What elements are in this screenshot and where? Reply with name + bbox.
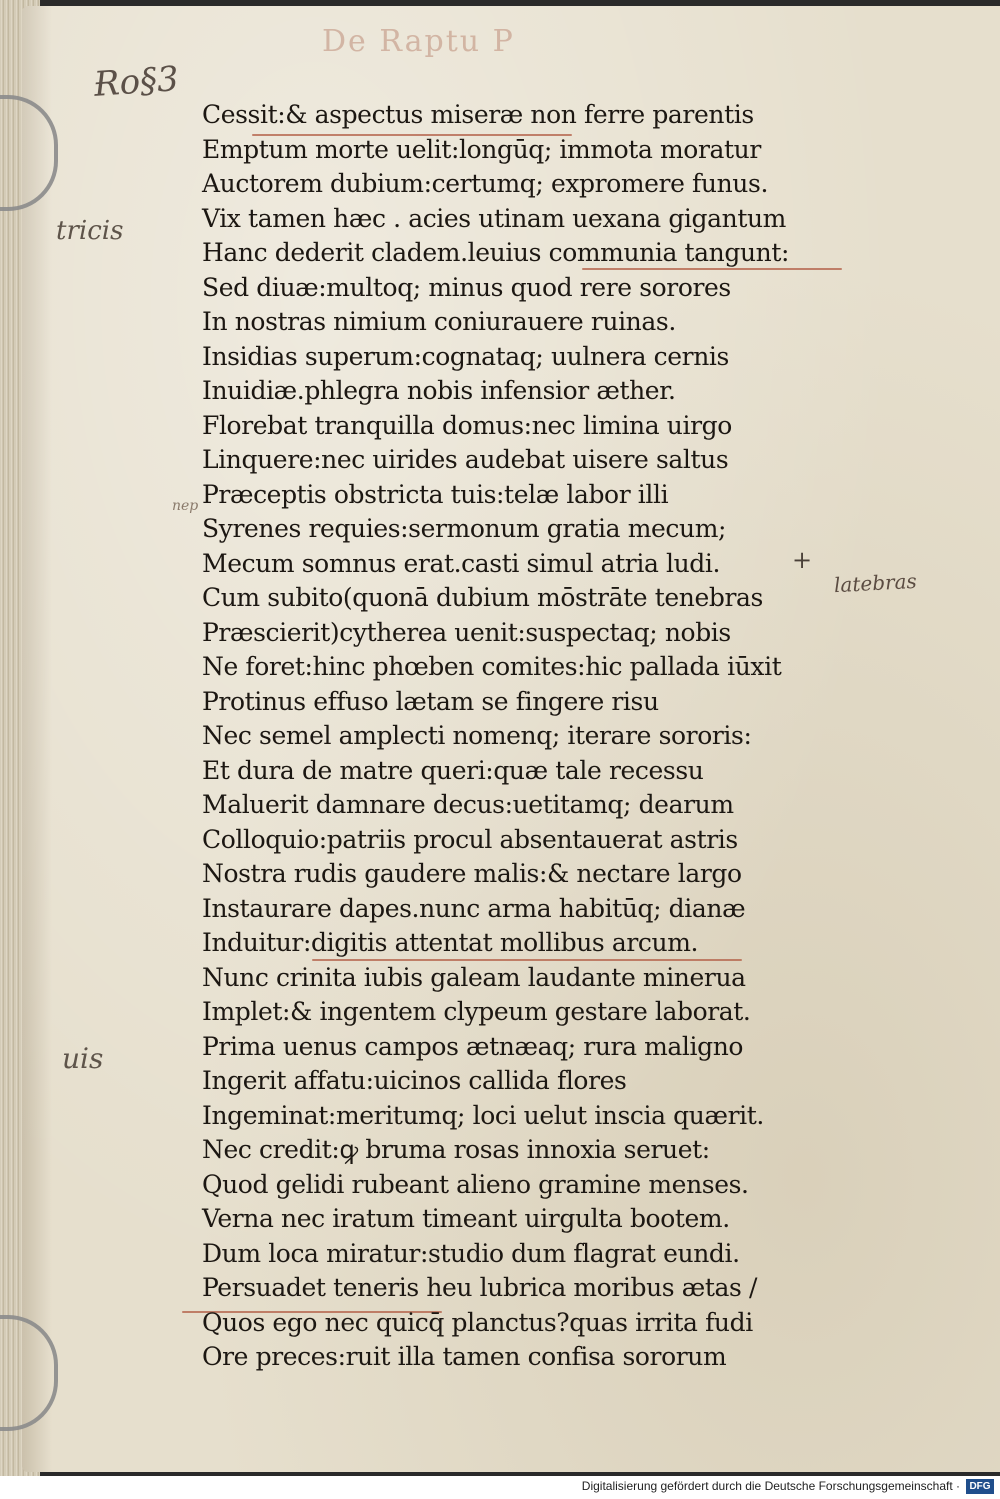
verse-line: Cessit:& aspectus miseræ non ferre parentis — [202, 100, 754, 129]
verse-line: Inuidiæ.phlegra nobis infensior æther. — [202, 376, 676, 405]
verse-line: Florebat tranquilla domus:nec limina uirgo — [202, 410, 732, 440]
verse-line: Maluerit damnare decus:uetitamq; dearum — [202, 790, 734, 819]
verse-line: Verna nec iratum timeant uirgulta bootem. — [202, 1204, 730, 1233]
verse-line: Auctorem dubium:certumq; expromere funus. — [202, 169, 768, 198]
verse-line: Mecum somnus erat.casti simul atria ludi. — [202, 548, 721, 578]
margin-note-left-1: tricis — [56, 216, 124, 246]
verse-line: Præscierit)cytherea uenit:suspectaq; nobis — [202, 617, 731, 647]
verse-line: Nunc crinita iubis galeam laudante minerua — [202, 962, 746, 992]
folio-annotation: Ɍo§3 — [92, 59, 180, 105]
verse-line: Hanc dederit cladem.leuius communia tangunt: — [202, 238, 790, 267]
verse-line: Protinus effuso lætam se fingere risu — [202, 686, 659, 716]
verse-line: Quos ego nec quicq̄ planctus?quas irrita fudi — [202, 1307, 753, 1337]
verse-line: In nostras nimium coniurauere ruinas. — [202, 307, 676, 336]
verse-line: Linquere:nec uirides audebat uisere saltus — [202, 445, 729, 474]
verse-line: Præceptis obstricta tuis:telæ labor illi — [202, 479, 669, 509]
footer-bar — [0, 1476, 1000, 1499]
verse-line: Et dura de matre queri:quæ tale recessu — [202, 755, 704, 785]
verse-line: Ingeminat:meritumq; loci uelut inscia quærit. — [202, 1100, 764, 1130]
verse-line: Ingerit affatu:uicinos callida flores — [202, 1066, 627, 1095]
verse-line: Colloquio:patriis procul absentauerat astris — [202, 824, 738, 854]
book-page — [22, 6, 1000, 1472]
verse-line: Quod gelidi rubeant alieno gramine menses. — [202, 1169, 749, 1199]
verse-line: Instaurare dapes.nunc arma habitūq; dianæ — [202, 893, 746, 923]
header-annotation: De Raptu P — [322, 24, 515, 59]
verse-line: Nec semel amplecti nomenq; iterare sororis: — [202, 721, 752, 750]
verse-line: Ore preces:ruit illa tamen confisa sororum — [202, 1342, 727, 1371]
margin-note-left-2: nep — [172, 498, 199, 514]
verse-line: Dum loca miratur:studio dum flagrat eundi. — [202, 1238, 740, 1268]
verse-line: Cum subito(quonā dubium mōstrāte tenebras — [202, 583, 763, 612]
margin-note-left-3: uis — [62, 1042, 104, 1075]
dfg-logo: DFG — [966, 1479, 994, 1494]
verse-line: Implet:& ingentem clypeum gestare laborat. — [202, 997, 751, 1026]
verse-line: Persuadet teneris heu lubrica moribus ætas / — [202, 1273, 758, 1302]
verse-line: Emptum morte uelit:longūq; immota moratur — [202, 134, 761, 164]
verse-line: Insidias superum:cognataq; uulnera cernis — [202, 341, 729, 371]
verse-line: Ne foret:hinc phœben comites:hic pallada iūxit — [202, 652, 782, 681]
margin-note-right-1: latebras — [833, 568, 918, 598]
verse-line: Nec credit:ꝙ bruma rosas innoxia seruet: — [202, 1135, 710, 1164]
verse-line: Induitur:digitis attentat mollibus arcum. — [202, 928, 699, 957]
verse-line: Syrenes requies:sermonum gratia mecum; — [202, 514, 727, 543]
verse-line: Vix tamen hæc . acies utinam uexana gigantum — [202, 203, 786, 233]
verse-line: Nostra rudis gaudere malis:& nectare largo — [202, 859, 742, 888]
margin-plus-mark: + — [792, 546, 813, 574]
footer-credit: Digitalisierung gefördert durch die Deutsche Forschungsgemeinschaft · — [581, 1479, 960, 1493]
verse-line: Prima uenus campos ætnæaq; rura maligno — [202, 1031, 744, 1061]
verse-text-block — [202, 98, 882, 1375]
verse-line: Sed diuæ:multoq; minus quod rere sorores — [202, 272, 731, 302]
